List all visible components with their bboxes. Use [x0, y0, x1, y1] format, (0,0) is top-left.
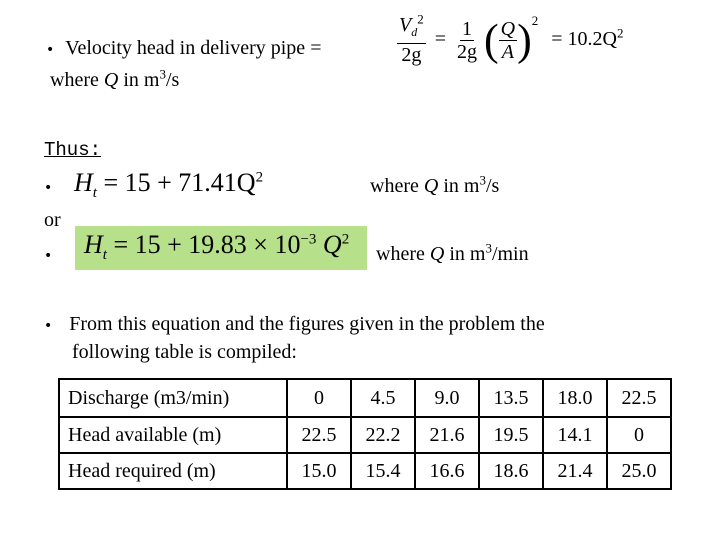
- table-row: [59, 417, 671, 453]
- table-cell: 15.0: [287, 453, 351, 489]
- paren-exponent: 2: [531, 12, 539, 28]
- table-cell: 0: [287, 379, 351, 417]
- head-equation-b: $H_t = 15 + 19.83 \times 10^{-3}$ $Q^2$: [84, 230, 350, 264]
- left-paren: (: [484, 15, 499, 65]
- where-q-line-b: where Q in $m^3/\min$: [376, 240, 529, 265]
- compile-line: • From this equation and the figures given in the problem the: [44, 313, 545, 335]
- q-over-a-fraction: $\frac{Q}{A}$: [500, 17, 516, 63]
- table-cell: 15.4: [351, 453, 415, 489]
- row-label: Discharge (m3/min): [59, 379, 287, 417]
- where-q-line-a: where Q in $m^3/s$: [370, 172, 500, 197]
- equals-sign: =: [434, 27, 446, 50]
- compile-line-2: following table is compiled:: [72, 341, 297, 363]
- velocity-head-text: Velocity head in delivery pipe =: [65, 37, 322, 59]
- table-cell: 18.6: [479, 453, 543, 489]
- table-cell: 19.5: [479, 417, 543, 453]
- table-cell: 21.6: [415, 417, 479, 453]
- head-equation-a: $H_t = 15 + 71.41Q^2$: [74, 168, 264, 202]
- where-q-line-1: where Q in $m^3/s$: [50, 66, 180, 91]
- row-label: Head available (m): [59, 417, 287, 453]
- table-cell: 0: [607, 417, 671, 453]
- velocity-line: [46, 36, 321, 62]
- right-paren: ): [517, 15, 532, 65]
- table-cell: 16.6: [415, 453, 479, 489]
- row-label: Head required (m): [59, 453, 287, 489]
- velocity-head-equation: [397, 11, 624, 66]
- table-cell: 18.0: [543, 379, 607, 417]
- table-cell: 22.5: [287, 417, 351, 453]
- table-cell: 4.5: [351, 379, 415, 417]
- table-row: [59, 453, 671, 489]
- eq-b-bullet: •: [44, 248, 53, 264]
- table-cell: 13.5: [479, 379, 543, 417]
- bullet: •: [46, 42, 55, 58]
- discharge-head-table: [58, 378, 672, 490]
- one-over-2g-fraction: $\frac{1}{2g}$: [457, 17, 477, 63]
- table-cell: 22.2: [351, 417, 415, 453]
- thus-label: Thus:: [44, 139, 102, 161]
- or-label: or: [44, 209, 61, 231]
- table-cell: 14.1: [543, 417, 607, 453]
- table-cell: 25.0: [607, 453, 671, 489]
- velocity-head-result: = $10.2Q^2$: [551, 24, 624, 50]
- table-cell: 21.4: [543, 453, 607, 489]
- eq-a-bullet: •: [44, 180, 53, 196]
- vd-fraction: $\frac{V_d^2}{2g}$: [399, 11, 424, 66]
- table-row: [59, 379, 671, 417]
- table-cell: 9.0: [415, 379, 479, 417]
- table-cell: 22.5: [607, 379, 671, 417]
